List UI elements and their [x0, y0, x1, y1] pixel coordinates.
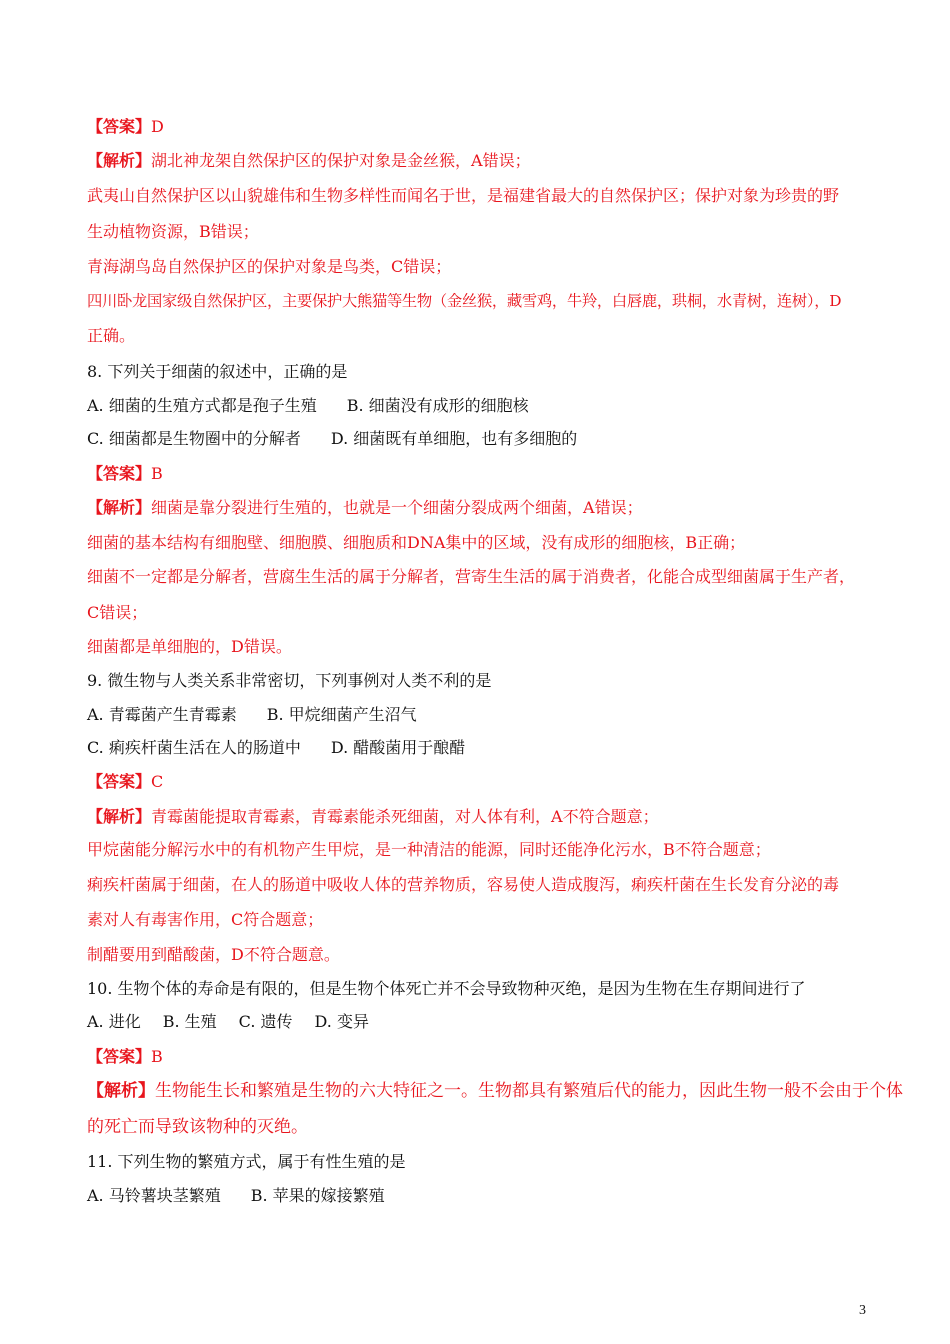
q10-option-d: D. 变异: [314, 1012, 369, 1031]
analysis-text: 生动植物资源，B错误；: [87, 222, 259, 241]
q7-analysis-line-2: [87, 185, 890, 207]
q10-option-c: C. 遗传: [238, 1012, 293, 1031]
q9-analysis-line-2: [87, 839, 890, 861]
q8-analysis-line-3: [87, 566, 890, 588]
analysis-tag: 【解析】: [87, 1081, 155, 1101]
answer-value: B: [151, 1047, 163, 1066]
q10-analysis-line-1: [87, 1080, 903, 1102]
q7-analysis-line-4: [87, 256, 890, 278]
q9-analysis-line-1: [87, 806, 890, 828]
q9-options-row-1: [87, 704, 890, 726]
question-stem: 9. 微生物与人类关系非常密切，下列事例对人类不利的是: [87, 671, 492, 690]
analysis-text: 细菌都是单细胞的，D错误。: [87, 637, 292, 656]
q8-option-a: A. 细菌的生殖方式都是孢子生殖: [87, 396, 317, 415]
q10-option-a: A. 进化: [87, 1012, 141, 1031]
q10-stem: [87, 978, 890, 1000]
q8-stem: [87, 361, 890, 383]
answer-value: D: [151, 117, 164, 136]
analysis-text: 武夷山自然保护区以山貌雄伟和生物多样性而闻名于世，是福建省最大的自然保护区；保护对象为珍贵的野: [87, 186, 840, 205]
q8-analysis-line-4: [87, 602, 890, 624]
q8-options-row-2: [87, 428, 890, 450]
q9-option-b: B. 甲烷细菌产生沼气: [266, 705, 417, 724]
answer-tag: 【答案】: [87, 772, 152, 791]
q9-analysis-line-5: [87, 944, 890, 966]
q9-analysis-line-4: [87, 909, 890, 931]
answer-value: B: [151, 464, 163, 483]
analysis-text: 细菌的基本结构有细胞壁、细胞膜、细胞质和DNA集中的区域，没有成形的细胞核，B正确；: [87, 533, 746, 552]
analysis-text: 四川卧龙国家级自然保护区，主要保护大熊猫等生物（金丝猴，藏雪鸡，牛羚，白唇鹿，珙桐，水青树，连树），D: [87, 292, 842, 310]
analysis-text: 正确。: [87, 326, 136, 345]
analysis-tag: 【解析】: [87, 807, 152, 826]
q10-analysis-line-2: [87, 1116, 890, 1138]
answer-tag: 【答案】: [87, 464, 152, 483]
question-stem: 10. 生物个体的寿命是有限的，但是生物个体死亡并不会导致物种灭绝，是因为生物在生存期间进行了: [87, 979, 806, 998]
q9-option-d: D. 醋酸菌用于酿醋: [330, 738, 466, 757]
analysis-tag: 【解析】: [87, 151, 152, 170]
analysis-text: 素对人有毒害作用，C符合题意；: [87, 910, 324, 929]
analysis-text: 甲烷菌能分解污水中的有机物产生甲烷，是一种清洁的能源，同时还能净化污水，B不符合题意；: [87, 840, 771, 859]
q7-analysis-line-6: [87, 325, 890, 347]
answer-tag: 【答案】: [87, 117, 152, 136]
q10-answer-line: [87, 1046, 890, 1068]
analysis-text: 痢疾杆菌属于细菌，在人的肠道中吸收人体的营养物质，容易使人造成腹泻，痢疾杆菌在生长发育分泌的毒: [87, 875, 840, 894]
analysis-text: 湖北神龙架自然保护区的保护对象是金丝猴，A错误；: [151, 151, 531, 170]
q10-options-row: [87, 1011, 890, 1033]
q11-option-a: A. 马铃薯块茎繁殖: [87, 1186, 221, 1205]
q8-analysis-line-2: [87, 532, 890, 554]
analysis-text: C错误；: [87, 603, 148, 622]
q11-option-b: B. 苹果的嫁接繁殖: [250, 1186, 385, 1205]
answer-tag: 【答案】: [87, 1047, 152, 1066]
q9-option-a: A. 青霉菌产生青霉素: [87, 705, 237, 724]
question-stem: 11. 下列生物的繁殖方式，属于有性生殖的是: [87, 1152, 406, 1171]
q8-options-row-1: [87, 395, 890, 417]
answer-value: C: [151, 772, 164, 791]
q9-option-c: C. 痢疾杆菌生活在人的肠道中: [87, 738, 301, 757]
q8-option-b: B. 细菌没有成形的细胞核: [346, 396, 529, 415]
q8-analysis-line-1: [87, 497, 890, 519]
q10-option-b: B. 生殖: [162, 1012, 217, 1031]
q9-answer-line: [87, 771, 890, 793]
q9-options-row-2: [87, 737, 890, 759]
analysis-text: 细菌是靠分裂进行生殖的，也就是一个细菌分裂成两个细菌，A错误；: [151, 498, 643, 517]
question-stem: 8. 下列关于细菌的叙述中，正确的是: [87, 362, 348, 381]
analysis-tag: 【解析】: [87, 498, 152, 517]
analysis-text: 制醋要用到醋酸菌，D不符合题意。: [87, 945, 340, 964]
q7-analysis-line-3: [87, 221, 890, 243]
q7-analysis-line-1: [87, 150, 890, 172]
q11-options-row: [87, 1185, 890, 1207]
q7-answer-line: [87, 116, 890, 138]
analysis-text: 的死亡而导致该物种的灭绝。: [87, 1117, 308, 1137]
analysis-text: 细菌不一定都是分解者，营腐生生活的属于分解者，营寄生生活的属于消费者，化能合成型细菌属于生产者，: [87, 567, 856, 586]
analysis-text: 生物能生长和繁殖是生物的六大特征之一。生物都具有繁殖后代的能力，因此生物一般不会由于个体: [155, 1081, 903, 1101]
analysis-text: 青海湖鸟岛自然保护区的保护对象是鸟类，C错误；: [87, 257, 452, 276]
q8-answer-line: [87, 463, 890, 485]
analysis-text: 青霉菌能提取青霉素，青霉素能杀死细菌，对人体有利，A不符合题意；: [151, 807, 659, 826]
q7-analysis-line-5: [87, 290, 890, 312]
q9-analysis-line-3: [87, 874, 890, 896]
q8-option-d: D. 细菌既有单细胞，也有多细胞的: [330, 429, 578, 448]
page-number: 3: [859, 1303, 866, 1318]
q8-option-c: C. 细菌都是生物圈中的分解者: [87, 429, 301, 448]
q11-stem: [87, 1151, 890, 1173]
q9-stem: [87, 670, 890, 692]
q8-analysis-line-5: [87, 636, 890, 658]
